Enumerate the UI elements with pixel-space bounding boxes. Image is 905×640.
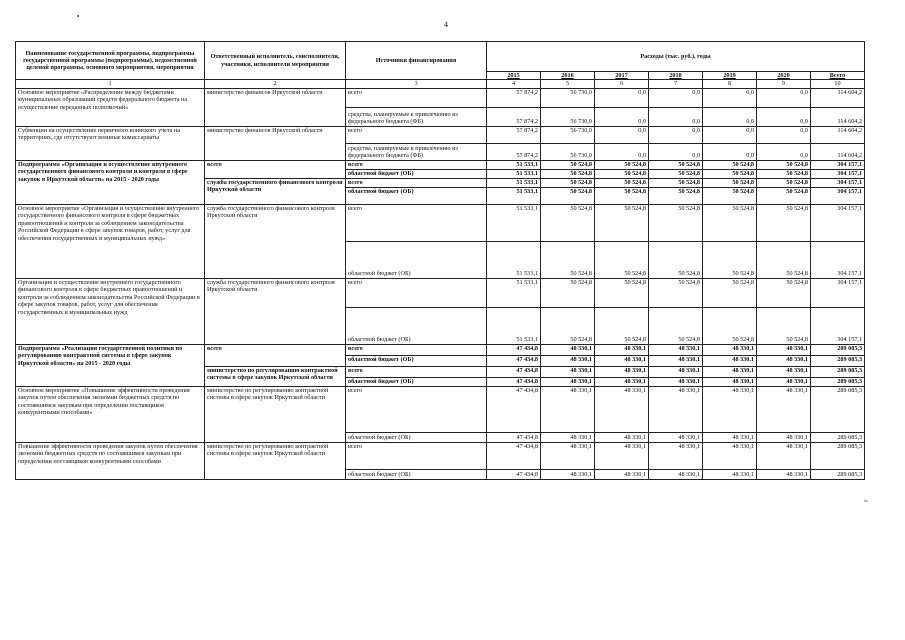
table-row: [16, 126, 865, 143]
executor-name: министерство по регулированию контрактной системы в сфере закупок Иркутской области: [205, 366, 346, 386]
amount-cell: 51 533,1: [487, 160, 541, 169]
amount-cell: 48 330,1: [703, 344, 757, 355]
funding-source: всего: [346, 88, 487, 107]
year-header: 2019: [703, 72, 757, 80]
table-header: [16, 42, 865, 89]
year-header: 2020: [757, 72, 811, 80]
amount-cell: 304 157,1: [811, 307, 865, 344]
closing-quote-mark: ».: [864, 498, 869, 504]
amount-cell: 51 533,1: [487, 278, 541, 307]
amount-cell: 48 330,1: [541, 386, 595, 432]
amount-cell: 50 524,8: [595, 187, 649, 204]
amount-cell: 56 730,0: [541, 107, 595, 126]
amount-cell: 289 085,3: [811, 386, 865, 432]
funding-source: областной бюджет (ОБ): [346, 307, 487, 344]
amount-cell: 57 874,2: [487, 88, 541, 107]
amount-cell: 304 157,1: [811, 160, 865, 169]
amount-cell: 57 874,2: [487, 126, 541, 143]
amount-cell: 50 524,8: [541, 307, 595, 344]
amount-cell: 48 330,1: [757, 469, 811, 479]
amount-cell: 289 085,3: [811, 366, 865, 377]
column-index: 2: [205, 80, 346, 88]
column-index: 10: [811, 80, 865, 88]
executor-name: министерство финансов Иркутской области: [205, 126, 346, 160]
measure-name: Основное мероприятие «Организация и осуществление внутреннего государственного финансового контроля в сфере бюджетных правоотношений и контроля за соблюдением законодательства Российской Федерации в сфере закупок товаров, работ, услуг для обеспечения государственных и муниципальных нужд»: [16, 204, 205, 278]
amount-cell: 48 330,1: [649, 442, 703, 469]
table-row: [16, 442, 865, 469]
table-row: [16, 344, 865, 355]
amount-cell: 50 524,8: [757, 187, 811, 204]
measure-name: Повышение эффективности проведения закупок путем обеспечения экономии бюджетных средств по состоявшимся закупкам при определении поставщиков конкурентными способами: [16, 442, 205, 479]
amount-cell: 48 330,1: [703, 366, 757, 377]
table-row: [16, 278, 865, 307]
amount-cell: 50 524,8: [649, 307, 703, 344]
amount-cell: 0,0: [757, 88, 811, 107]
column-index: 7: [649, 80, 703, 88]
column-index: 5: [541, 80, 595, 88]
amount-cell: 50 524,8: [541, 204, 595, 241]
table-row: [16, 204, 865, 241]
amount-cell: 0,0: [649, 126, 703, 143]
amount-cell: 304 157,1: [811, 187, 865, 204]
measure-name: Основное мероприятие «Повышение эффективности проведения закупок путем обеспечения экономии бюджетных средств по состоявшимся закупкам при определении поставщиков конкурентными способами»: [16, 386, 205, 442]
amount-cell: 114 604,2: [811, 143, 865, 160]
amount-cell: 50 524,8: [595, 278, 649, 307]
funding-source: средства, планируемые к привлечению из федерального бюджета (ФБ): [346, 107, 487, 126]
table-body: [16, 88, 865, 479]
amount-cell: 48 330,1: [757, 432, 811, 442]
funding-source: всего: [346, 386, 487, 432]
funding-source: областной бюджет (ОБ): [346, 169, 487, 178]
amount-cell: 57 874,2: [487, 143, 541, 160]
amount-cell: 289 085,3: [811, 344, 865, 355]
amount-cell: 304 157,1: [811, 178, 865, 187]
amount-cell: 0,0: [703, 88, 757, 107]
amount-cell: 51 533,1: [487, 241, 541, 278]
amount-cell: 50 524,8: [595, 169, 649, 178]
amount-cell: 0,0: [595, 107, 649, 126]
amount-cell: 48 330,1: [595, 355, 649, 366]
amount-cell: 0,0: [703, 143, 757, 160]
table-row: [16, 386, 865, 432]
amount-cell: 304 157,1: [811, 241, 865, 278]
amount-cell: 48 330,1: [649, 432, 703, 442]
amount-cell: 51 533,1: [487, 204, 541, 241]
amount-cell: 51 533,1: [487, 169, 541, 178]
funding-source: всего: [346, 204, 487, 241]
amount-cell: 50 524,8: [649, 160, 703, 169]
year-header: 2016: [541, 72, 595, 80]
funding-source: всего: [346, 126, 487, 143]
header-source: Источники финансирования: [346, 42, 487, 80]
program-name: Подпрограмма «Организация и осуществление внутреннего государственного финансового контроля и контроля в сфере закупок в Иркутской области» на 2015 - 2020 годы: [16, 160, 205, 204]
amount-cell: 48 330,1: [541, 469, 595, 479]
amount-cell: 114 604,2: [811, 107, 865, 126]
column-index: 8: [703, 80, 757, 88]
column-index: 1: [16, 80, 205, 88]
amount-cell: 48 330,1: [541, 377, 595, 386]
amount-cell: 48 330,1: [703, 377, 757, 386]
amount-cell: 50 524,8: [703, 278, 757, 307]
year-header: 2018: [649, 72, 703, 80]
amount-cell: 304 157,1: [811, 169, 865, 178]
amount-cell: 50 524,8: [541, 169, 595, 178]
amount-cell: 47 434,8: [487, 366, 541, 377]
funding-source: всего: [346, 366, 487, 377]
funding-source: всего: [346, 160, 487, 169]
amount-cell: 50 524,8: [703, 160, 757, 169]
amount-cell: 50 524,8: [757, 169, 811, 178]
amount-cell: 0,0: [595, 143, 649, 160]
funding-source: всего: [346, 442, 487, 469]
amount-cell: 48 330,1: [703, 432, 757, 442]
header-expenses: Расходы (тыс. руб.), годы: [487, 42, 865, 72]
amount-cell: 56 730,0: [541, 88, 595, 107]
amount-cell: 289 085,3: [811, 377, 865, 386]
executor-name: министерство финансов Иркутской области: [205, 88, 346, 126]
amount-cell: 47 434,8: [487, 469, 541, 479]
amount-cell: 304 157,1: [811, 204, 865, 241]
amount-cell: 48 330,1: [757, 377, 811, 386]
table-row: [16, 88, 865, 107]
amount-cell: 0,0: [595, 88, 649, 107]
funding-source: всего: [346, 344, 487, 355]
amount-cell: 48 330,1: [703, 442, 757, 469]
executor-name: министерство по регулированию контрактной системы в сфере закупок Иркутской области: [205, 442, 346, 479]
amount-cell: 50 524,8: [649, 187, 703, 204]
amount-cell: 50 524,8: [703, 187, 757, 204]
amount-cell: 47 434,8: [487, 442, 541, 469]
amount-cell: 48 330,1: [757, 344, 811, 355]
header-program: Наименование государственной программы, подпрограммы государственной программы (подпрограммы), ведомственной целевой программы, основного мероприятия, мероприятия: [16, 42, 205, 80]
amount-cell: 50 524,8: [541, 278, 595, 307]
amount-cell: 48 330,1: [595, 386, 649, 432]
amount-cell: 56 730,0: [541, 126, 595, 143]
amount-cell: 50 524,8: [757, 204, 811, 241]
column-index: 9: [757, 80, 811, 88]
amount-cell: 50 524,8: [541, 160, 595, 169]
header-executor: Ответственный исполнитель, соисполнители, участники, исполнители мероприятия: [205, 42, 346, 80]
amount-cell: 0,0: [595, 126, 649, 143]
amount-cell: 48 330,1: [757, 366, 811, 377]
year-header: 2015: [487, 72, 541, 80]
amount-cell: 51 533,1: [487, 307, 541, 344]
amount-cell: 50 524,8: [595, 178, 649, 187]
amount-cell: 289 085,3: [811, 432, 865, 442]
amount-cell: 48 330,1: [595, 432, 649, 442]
amount-cell: 47 434,8: [487, 386, 541, 432]
column-index: 3: [346, 80, 487, 88]
amount-cell: 50 524,8: [757, 160, 811, 169]
amount-cell: 57 874,2: [487, 107, 541, 126]
amount-cell: 114 604,2: [811, 126, 865, 143]
amount-cell: 51 533,1: [487, 178, 541, 187]
year-header: 2017: [595, 72, 649, 80]
financing-table: [15, 41, 865, 480]
amount-cell: 50 524,8: [703, 307, 757, 344]
page-number: 4: [444, 20, 448, 29]
table-row: [16, 160, 865, 169]
funding-source: средства, планируемые к привлечению из федерального бюджета (ФБ): [346, 143, 487, 160]
amount-cell: 50 524,8: [649, 278, 703, 307]
amount-cell: 0,0: [757, 107, 811, 126]
funding-source: областной бюджет (ОБ): [346, 187, 487, 204]
amount-cell: 48 330,1: [757, 442, 811, 469]
amount-cell: 289 085,3: [811, 442, 865, 469]
amount-cell: 48 330,1: [649, 366, 703, 377]
amount-cell: 48 330,1: [649, 355, 703, 366]
amount-cell: 50 524,8: [703, 169, 757, 178]
executor-name: министерство по регулированию контрактной системы в сфере закупок Иркутской области: [205, 386, 346, 442]
amount-cell: 50 524,8: [541, 178, 595, 187]
amount-cell: 48 330,1: [703, 386, 757, 432]
amount-cell: 50 524,8: [703, 241, 757, 278]
amount-cell: 50 524,8: [649, 241, 703, 278]
amount-cell: 47 434,8: [487, 377, 541, 386]
amount-cell: 47 434,8: [487, 344, 541, 355]
amount-cell: 51 533,1: [487, 187, 541, 204]
scan-speck: [77, 15, 79, 17]
executor-name: служба государственного финансового контроля Иркутской области: [205, 178, 346, 204]
amount-cell: 50 524,8: [595, 204, 649, 241]
column-index: 6: [595, 80, 649, 88]
funding-source: областной бюджет (ОБ): [346, 241, 487, 278]
amount-cell: 50 524,8: [757, 178, 811, 187]
amount-cell: 48 330,1: [541, 344, 595, 355]
measure-name: Субвенции на осуществление первичного воинского учета на территориях, где отсутствуют военные комиссариаты: [16, 126, 205, 160]
amount-cell: 48 330,1: [703, 469, 757, 479]
amount-cell: 0,0: [649, 88, 703, 107]
amount-cell: 47 434,8: [487, 355, 541, 366]
amount-cell: 50 524,8: [541, 241, 595, 278]
amount-cell: 56 730,0: [541, 143, 595, 160]
funding-source: областной бюджет (ОБ): [346, 377, 487, 386]
program-name: Подпрограмма «Реализация государственной политики по регулированию контрактной системы в сфере закупок Иркутской области» на 2015 - 2020 годы: [16, 344, 205, 386]
amount-cell: 50 524,8: [757, 278, 811, 307]
funding-source: областной бюджет (ОБ): [346, 469, 487, 479]
amount-cell: 289 085,3: [811, 355, 865, 366]
amount-cell: 48 330,1: [703, 355, 757, 366]
amount-cell: 0,0: [649, 143, 703, 160]
amount-cell: 48 330,1: [595, 344, 649, 355]
amount-cell: 0,0: [703, 107, 757, 126]
amount-cell: 50 524,8: [703, 178, 757, 187]
amount-cell: 48 330,1: [541, 355, 595, 366]
executor-name: служба государственного финансового контроля Иркутской области: [205, 204, 346, 278]
amount-cell: 50 524,8: [595, 160, 649, 169]
measure-name: Организация и осуществление внутреннего государственного финансового контроля в сфере бюджетных правоотношений и контроля за соблюдением законодательства Российской Федерации в сфере закупок товаров, работ, услуг для обеспечения государственных и муниципальных нужд: [16, 278, 205, 344]
executor-name: всего: [205, 344, 346, 366]
funding-source: областной бюджет (ОБ): [346, 432, 487, 442]
amount-cell: 50 524,8: [595, 307, 649, 344]
amount-cell: 47 434,8: [487, 432, 541, 442]
amount-cell: 0,0: [649, 107, 703, 126]
amount-cell: 48 330,1: [595, 442, 649, 469]
executor-name: всего: [205, 160, 346, 178]
amount-cell: 48 330,1: [757, 355, 811, 366]
amount-cell: 50 524,8: [703, 204, 757, 241]
amount-cell: 48 330,1: [541, 432, 595, 442]
funding-source: областной бюджет (ОБ): [346, 355, 487, 366]
amount-cell: 48 330,1: [541, 366, 595, 377]
executor-name: служба государственного финансового контроля Иркутской области: [205, 278, 346, 344]
amount-cell: 48 330,1: [595, 469, 649, 479]
amount-cell: 48 330,1: [649, 377, 703, 386]
amount-cell: 48 330,1: [595, 366, 649, 377]
amount-cell: 50 524,8: [649, 169, 703, 178]
amount-cell: 114 604,2: [811, 88, 865, 107]
amount-cell: 48 330,1: [595, 377, 649, 386]
amount-cell: 48 330,1: [649, 344, 703, 355]
amount-cell: 48 330,1: [649, 469, 703, 479]
amount-cell: 50 524,8: [649, 178, 703, 187]
funding-source: всего: [346, 178, 487, 187]
amount-cell: 48 330,1: [649, 386, 703, 432]
measure-name: Основное мероприятие «Распределение между бюджетами муниципальных образований средств федерального бюджета на осуществление переданных полномочий»: [16, 88, 205, 126]
funding-source: всего: [346, 278, 487, 307]
column-index: 4: [487, 80, 541, 88]
amount-cell: 50 524,8: [757, 241, 811, 278]
amount-cell: 50 524,8: [595, 241, 649, 278]
amount-cell: 48 330,1: [757, 386, 811, 432]
amount-cell: 0,0: [757, 126, 811, 143]
amount-cell: 304 157,1: [811, 278, 865, 307]
year-header: Всего: [811, 72, 865, 80]
amount-cell: 48 330,1: [541, 442, 595, 469]
amount-cell: 0,0: [703, 126, 757, 143]
amount-cell: 50 524,8: [757, 307, 811, 344]
amount-cell: 50 524,8: [649, 204, 703, 241]
amount-cell: 50 524,8: [541, 187, 595, 204]
amount-cell: 0,0: [757, 143, 811, 160]
amount-cell: 289 085,3: [811, 469, 865, 479]
